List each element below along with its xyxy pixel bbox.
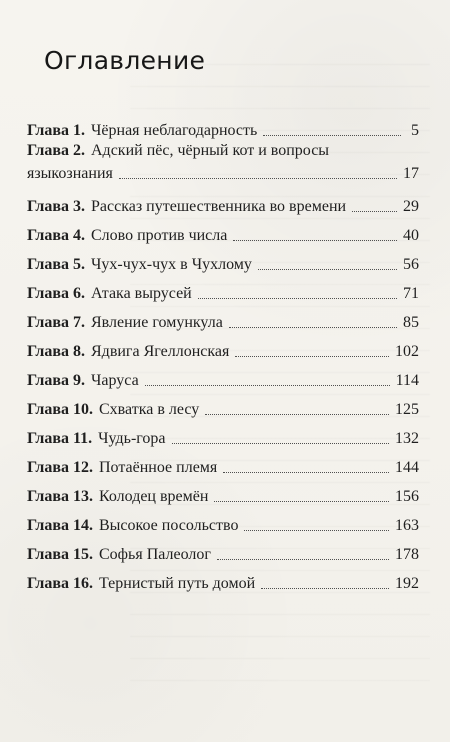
chapter-label: Глава 13.: [27, 488, 93, 505]
chapter-label: Глава 10.: [27, 401, 93, 418]
toc-entry-chapter-8: [27, 333, 419, 362]
chapter-title: Слово против числа: [91, 227, 228, 244]
dot-leader: [233, 240, 397, 241]
chapter-title: Ядвига Ягеллонская: [91, 343, 230, 360]
toc-entry-chapter-4: [27, 217, 419, 246]
chapter-label: Глава 5.: [27, 256, 85, 273]
toc-entry-chapter-10: [27, 391, 419, 420]
chapter-label: Глава 4.: [27, 227, 85, 244]
chapter-label: Глава 7.: [27, 314, 85, 331]
dot-leader: [229, 327, 397, 328]
chapter-title: Схватка в лесу: [99, 401, 200, 418]
toc-entry-chapter-16: [27, 565, 419, 594]
dot-leader: [235, 356, 389, 357]
toc-entry-chapter-12: [27, 449, 419, 478]
page-number: 114: [395, 372, 419, 389]
chapter-title: Тернистый путь домой: [99, 575, 256, 592]
dot-leader: [223, 472, 389, 473]
chapter-label: Глава 15.: [27, 546, 93, 563]
dot-leader: [352, 211, 397, 212]
chapter-title: Потаённое племя: [99, 459, 218, 476]
page-number: 192: [395, 575, 419, 592]
toc-entry-chapter-13: [27, 478, 419, 507]
dot-leader: [244, 530, 389, 531]
chapter-label: Глава 11.: [27, 430, 93, 447]
dot-leader: [217, 559, 389, 560]
toc-entry-chapter-5: [27, 246, 419, 275]
toc-entry-chapter-1: [27, 112, 419, 141]
toc-entry-chapter-7: [27, 304, 419, 333]
dot-leader: [263, 135, 401, 136]
page-number: 29: [403, 198, 419, 215]
chapter-title: Рассказ путешественника во времени: [91, 198, 347, 215]
chapter-title: Атака вырусей: [91, 285, 192, 302]
dot-leader: [172, 443, 389, 444]
dot-leader: [119, 178, 397, 179]
chapter-label: Глава 8.: [27, 343, 85, 360]
toc-entry-chapter-3: [27, 188, 419, 217]
page-number: 17: [403, 165, 419, 182]
toc-entry-chapter-9: [27, 362, 419, 391]
page-number: 125: [395, 401, 419, 418]
toc-entry-chapter-15: [27, 536, 419, 565]
chapter-title: Чудь-гора: [98, 430, 166, 447]
page-number: 178: [395, 546, 419, 563]
chapter-label: Глава 14.: [27, 517, 93, 534]
page-number: 163: [395, 517, 419, 534]
dot-leader: [258, 269, 397, 270]
dot-leader: [198, 298, 397, 299]
chapter-title: Колодец времён: [99, 488, 209, 505]
chapter-title-line-2: языкознания: [27, 165, 113, 182]
chapter-label: Глава 9.: [27, 372, 85, 389]
page-number: 5: [411, 122, 419, 139]
page-number: 56: [403, 256, 419, 273]
toc-entry-chapter-11: [27, 420, 419, 449]
dot-leader: [205, 414, 389, 415]
chapter-label: Глава 3.: [27, 198, 85, 215]
dot-leader: [214, 501, 389, 502]
page-number: 144: [395, 459, 419, 476]
chapter-title: Явление гомункула: [91, 314, 223, 331]
toc-entry-line-1: [27, 141, 419, 161]
dot-leader: [261, 588, 389, 589]
table-of-contents-heading: Оглавление: [44, 46, 206, 75]
chapter-label: Глава 6.: [27, 285, 85, 302]
page-number: 102: [395, 343, 419, 360]
page-number: 156: [395, 488, 419, 505]
chapter-label: Глава 1.: [27, 122, 85, 139]
toc-entry-chapter-2: [27, 141, 419, 188]
page-number: 40: [403, 227, 419, 244]
chapter-title: Высокое посольство: [99, 517, 239, 534]
chapter-title: Чух-чух-чух в Чухлому: [91, 256, 252, 273]
page-number: 132: [395, 430, 419, 447]
toc-entry-chapter-6: [27, 275, 419, 304]
chapter-label: Глава 2.: [27, 142, 85, 159]
chapter-title: Чёрная неблагодарность: [91, 122, 258, 139]
chapter-title: Чаруса: [91, 372, 139, 389]
chapter-title: Софья Палеолог: [99, 546, 211, 563]
toc-entry-chapter-14: [27, 507, 419, 536]
toc-entry-line-2: [27, 164, 419, 184]
page-number: 71: [403, 285, 419, 302]
table-of-contents-list: [27, 112, 419, 594]
chapter-label: Глава 12.: [27, 459, 93, 476]
page-number: 85: [403, 314, 419, 331]
chapter-label: Глава 16.: [27, 575, 93, 592]
chapter-title-line-1: Адский пёс, чёрный кот и вопросы: [91, 142, 330, 159]
dot-leader: [145, 385, 390, 386]
